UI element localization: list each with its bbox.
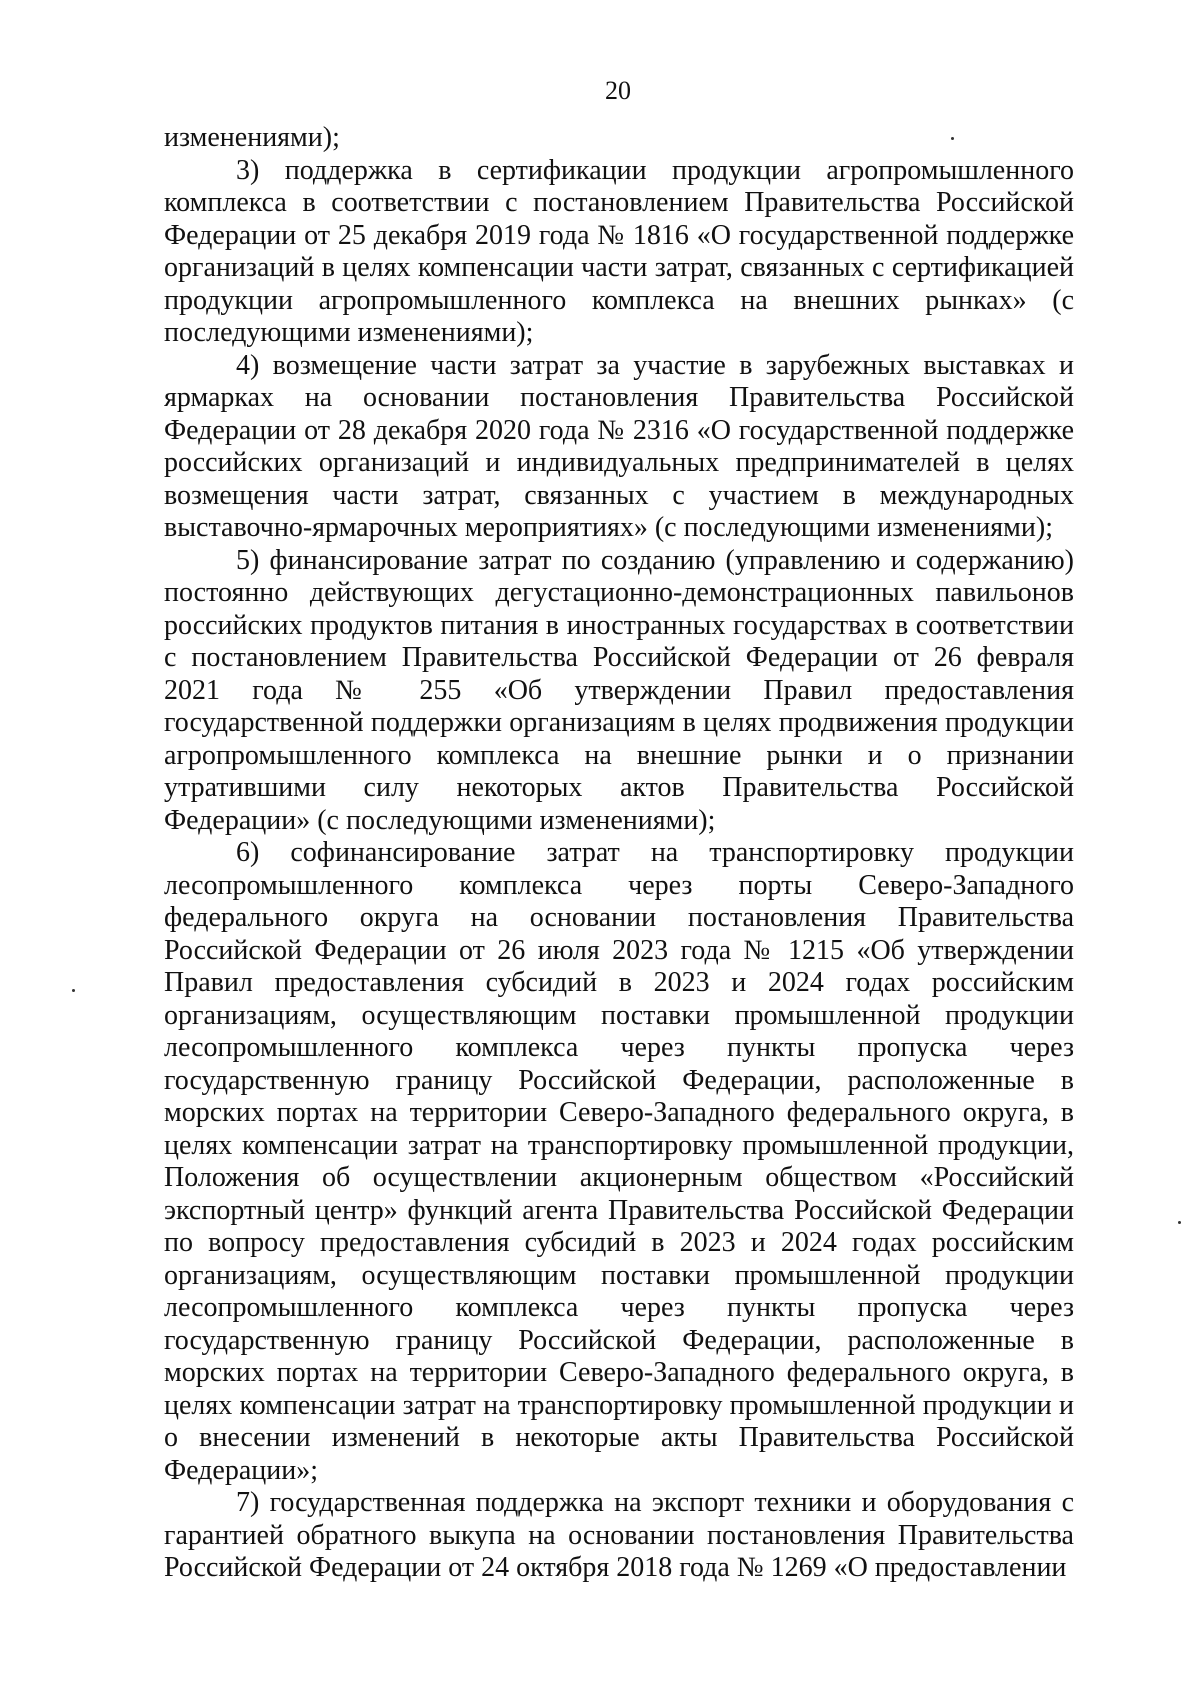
document-body: [164, 122, 1074, 1585]
scan-speck: [72, 989, 75, 992]
page-number: 20: [605, 76, 631, 105]
paragraph-item-3: 3) поддержка в сертификации продукции агропромышленного комплекса в соответствии с постановлением Правительства Российской Федерации от 25 декабря 2019 года № 1816 «О государственной поддержке организаций в целях компенсации части затрат, связанных с сертификацией продукции агропромышленного комплекса на внешних рынках» (с последующими изменениями);: [164, 154, 1074, 348]
paragraph-item-7: 7) государственная поддержка на экспорт техники и оборудования с гарантией обратного выкупа на основании постановления Правительства Российской Федерации от 24 октября 2018 года № 1269 «О предоставлении: [164, 1487, 1074, 1583]
paragraph-item-5: 5) финансирование затрат по созданию (управлению и содержанию) постоянно действующих дегустационно-демонстрационных павильонов российских продуктов питания в иностранных государствах в соответствии с постановлением Правительства Российской Федерации от 26 февраля 2021 года № 255 «Об утверждении Правил предоставления государственной поддержки организациям в целях продвижения продукции агропромышленного комплекса на внешние рынки и о признании утратившими силу некоторых актов Правительства Российской Федерации» (с последующими изменениями);: [164, 544, 1074, 836]
scan-speck: [1178, 1221, 1181, 1224]
paragraph-continuation: изменениями);: [164, 122, 340, 153]
paragraph-item-6: 6) софинансирование затрат на транспортировку продукции лесопромышленного комплекса через порты Северо-Западного федерального округа на основании постановления Правительства Российской Федерации от 26 июля 2023 года № 1215 «Об утверждении Правил предоставления субсидий в 2023 и 2024 годах российским организациям, осуществляющим поставки промышленной продукции лесопромышленного комплекса через пункты пропуска через государственную границу Российской Федерации, расположенные в морских портах на территории Северо-Западного федерального округа, в целях компенсации затрат на транспортировку промышленной продукции, Положения об осуществлении акционерным обществом «Российский экспортный центр» функций агента Правительства Российской Федерации по вопросу предоставления субсидий в 2023 и 2024 годах российским организациям, осуществляющим поставки промышленной продукции лесопромышленного комплекса через пункты пропуска через государственную границу Российской Федерации, расположенные в морских портах на территории Северо-Западного федерального округа, в целях компенсации затрат на транспортировку промышленной продукции и о внесении изменений в некоторые акты Правительства Российской Федерации»;: [164, 837, 1074, 1486]
scan-speck: [951, 137, 954, 140]
paragraph-item-4: 4) возмещение части затрат за участие в зарубежных выставках и ярмарках на основании постановления Правительства Российской Федерации от 28 декабря 2020 года № 2316 «О государственной поддержке российских организаций и индивидуальных предпринимателей в целях возмещения части затрат, связанных с участием в международных выставочно-ярмарочных мероприятиях» (с последующими изменениями);: [164, 349, 1074, 543]
